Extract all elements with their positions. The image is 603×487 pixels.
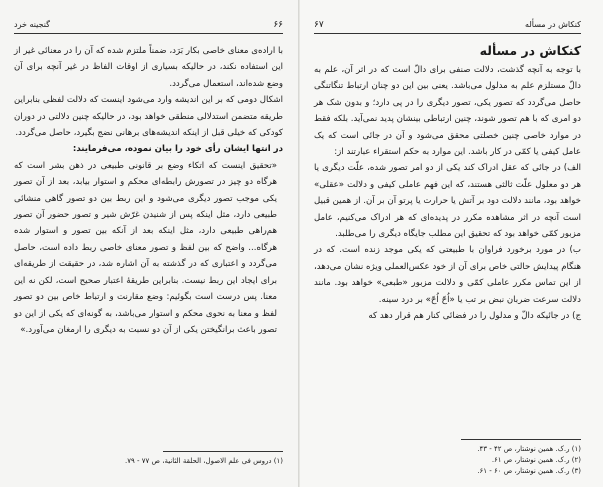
paragraph: اشکال دومی که بر این اندیشه وارد می‌شود اینست که دلالت لفظی بنابراین طریقه متضمن استدلالی منطقی خواهد بود، در حالیکه چنین دلالتی در دوران کودکی که خیلی قبل از اینکه اندیشه‌های برهانی نضج بگیرد، حاصل می‌گردد. [14, 95, 283, 139]
page-number: ۶۶ [273, 20, 283, 30]
left-page [0, 0, 299, 487]
paragraph: با اراده‌ی معنای خاصی بکار بَرَد، ضمناً ملتزم شده که آن را در معنائی غیر از این استفاده نکند، در حالیکه بسیاری از اوقات الفاظ در غیر آنچه برای آن وضع شده‌اند، استعمال می‌گردد. [14, 46, 283, 89]
footnote-area [300, 439, 603, 477]
footnote-area [0, 451, 299, 467]
footnote: (۱) ر.ک. همین نوشتار، ص ۴۲ - ۴۳. [477, 445, 581, 453]
right-page [300, 0, 603, 487]
paragraph: با توجه به آنچه گذشت، دلالت صنفی برای دالّ است که در اثر آن، علم به دالّ مستلزم علم به مدلول می‌باشد. یعنی بین این دو چنان ارتباط تنگاتنگی حاصل می‌گردد که تصور یکی، تصور دیگری را در پی دارد؛ و بدون شک هر دو امری که با هم تصور شوند، چنین ارتباطی بینشان پدید نمی‌آید. بلکه فقط در موارد خاصی چنین خصلتی محقق می‌شود و آن در جائی است که یک عامل کیفی یا کمّی در کار باشد. این موارد به حکم استقراء عبارتند از: [314, 65, 581, 158]
paragraph: ب) در مورد برخورد فراوان با طبیعتی که یکی موجد زنده است. که در هنگام پیدایش حالتی خاص برای آن از خود عکس‌العملی ویژه نشان می‌دهد، از این تماس مکرر عاملی کمّی و دلالت مزبور «طبعی» خواهد بود. مانند دلالت سرعت ضربان نبض بر تب یا «اُحّ اُحّ» بر درد سینه. [314, 245, 581, 305]
running-header [314, 20, 581, 34]
running-title: گنجینه خرد [14, 20, 50, 29]
section-title: کنکاش در مسأله [479, 43, 581, 58]
quotation-paragraph: «تحقیق اینست که اتکاء وضع بر قانونی طبیعی در ذهن بشر است که هرگاه دو چیز در تصورش رابطه‌ای محکم و استوار بیابد، بعد از آن تصور یکی موجب تصور دیگری می‌شود و این ربط بین دو تصور گاهی منشائی طبیعی دارد، مثل اینکه پس از شنیدن غرّش شیر و تصور حضور آن تصور هم‌راهی طبیعی دارد، مثل اینکه بعد از آنکه بین تصور و استوار شده هرگاه... واضح که بین لفظ و تصور معنای خاصی ربط داده است، حاصل می‌گردد و اعتباری که در گذشته به آن اشاره شد، در حقیقت از طریقه‌ای برای ایجاد این ربط نیست. بنابراین طریقهٔ اعتبار صحیح است، لکن نه این معنا. پس درست است بگوئیم: وضع مقارنت و ارتباط خاص بین دو تصور لفظ و معنا به نحوی محکم و استوار می‌باشد، به گونه‌ای که یکی از این دو تصور باعث برانگیختن یکی از آن دو نسبت به دیگری را ارمغان می‌آورد.» [14, 160, 277, 335]
footnote-rule [163, 451, 283, 452]
paragraph: الف) در جائی که عقل ادراک کند یکی از دو امر تصور شده، علّت دیگری یا هر دو معلول علّت ثالثی هستند، که این فهم عاملی کیفی و دلالت «عقلی» خواهد بود، مانند دلالت دود بر آتش یا حرارت یا پرتو آن بر آن. از همین قبیل است آنچه در اثر مشاهده مکرر در پدیده‌ای که هر ادراک می‌کنیم، عامل مزبور کمّی خواهد بود که تحقیق این مطلب جایگاه دیگری را می‌طلبد. [314, 163, 581, 240]
footnote-rule [461, 439, 581, 440]
footnote: (۳) ر.ک. همین نوشتار، ص ۶۰ - ۶۱. [477, 467, 581, 475]
footnote: (۱) دروس فی علم الاصول، الحلقة الثانیة، ص ۷۷ - ۷۹. [125, 457, 283, 465]
running-title: کنکاش در مسأله [525, 20, 581, 29]
paragraph: در انتها ایشان رأی خود را بیان نموده، می‌فرمایند: [72, 144, 283, 155]
footnote: (۲) ر.ک. همین نوشتار، ص ۶۱. [491, 456, 581, 464]
running-header [14, 20, 283, 34]
paragraph: ج) در جائیکه دالّ و مدلول را در فضائی کنار هم قرار دهد که [368, 311, 581, 322]
page-number: ۶۷ [314, 20, 324, 30]
